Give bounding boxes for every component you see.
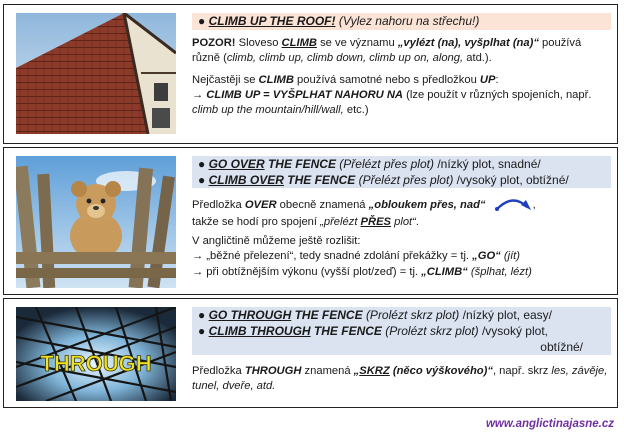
- curved-arrow-icon: [493, 195, 533, 215]
- bullet-icon: ●: [198, 157, 206, 171]
- paragraph-pozor: POZOR! Sloveso CLIMB se ve významu „vylézt (na), vyšplhat (na)“ používá různě (climb, climb up, climb down, climb up on, along, atd.).: [192, 37, 582, 65]
- through-illustration: [16, 307, 176, 401]
- heading-climb-through: ● CLIMB THROUGH THE FENCE (Prolézt skrz plot) /vysoký plot, obtížné/: [192, 323, 611, 355]
- heading-phrase: CLIMB UP THE ROOF!: [208, 14, 336, 28]
- bullet-icon: ●: [198, 14, 206, 28]
- line-climb: → při obtížnějším výkonu (vyšší plot/zeď) = tj. „CLIMB“ (šplhat, lézt): [192, 265, 532, 278]
- section-through-the-fence: [3, 298, 618, 408]
- keyword-climb: „CLIMB“: [421, 265, 468, 278]
- paragraph-distinguish: V angličtině můžeme ještě rozlišit:: [192, 235, 361, 248]
- paragraph-over-meaning: Předložka OVER obecně znamená „obloukem přes, nad“ ,: [192, 195, 611, 215]
- keyword-climb: CLIMB: [281, 37, 317, 50]
- paragraph-most-often: Nejčastěji se CLIMB používá samotné nebo s předložkou UP:: [192, 73, 499, 86]
- pozor-label: POZOR!: [192, 37, 236, 50]
- section1-heading: [192, 13, 611, 30]
- arrow-right-icon: →: [192, 88, 204, 101]
- phrase-climb-over: CLIMB OVER: [208, 173, 284, 187]
- paragraph-through-meaning: Předložka THROUGH znamená „SKRZ (něco výškového)“, např. skrz les, závěje, tunel, dveře, atd.: [192, 365, 608, 393]
- section-climb-up: [3, 4, 618, 144]
- phrase-go-over: GO OVER: [208, 157, 265, 171]
- rule-climb-up: CLIMB UP = VYŠPLHAT NAHORU NA: [206, 88, 404, 101]
- section2-text: [192, 156, 611, 280]
- line-go: → „běžné přelezení“, tedy snadné zdolání překážky = tj. „GO“ (jít): [192, 250, 521, 263]
- heading-go-through: ● GO THROUGH THE FENCE (Prolézt skrz plot) /nízký plot, easy/: [192, 307, 611, 323]
- phrase-climb-through: CLIMB THROUGH: [208, 324, 311, 338]
- teddy-illustration: [16, 156, 176, 288]
- through-image: [16, 307, 176, 401]
- teddy-fence-image: [16, 156, 176, 288]
- section3-text: [192, 307, 611, 394]
- keyword-over: OVER: [244, 198, 277, 211]
- meaning-over: „obloukem přes, nad“: [368, 198, 486, 211]
- roof-image: [16, 13, 176, 134]
- roof-illustration: [16, 13, 176, 134]
- website-link[interactable]: www.anglictinajasne.cz: [485, 418, 614, 430]
- examples: climb up the mountain/hill/wall,: [192, 104, 344, 117]
- through-image-word: THROUGH: [40, 351, 152, 376]
- keyword-go: „GO“: [472, 250, 501, 263]
- heading-climb-over: ● CLIMB OVER THE FENCE (Přelézt přes plot) /vysoký plot, obtížné/: [192, 172, 611, 188]
- bullet-icon: ●: [198, 324, 206, 338]
- paragraph-rule: → CLIMB UP = VYŠPLHAT NAHORU NA (lze použít v různých spojeních, např. climb up the mountain/hill/wall, etc.): [192, 88, 592, 117]
- keyword-skrz: SKRZ: [359, 365, 390, 377]
- keyword-up: UP: [479, 73, 496, 86]
- bullet-icon: ●: [198, 308, 206, 322]
- arrow-right-icon: →: [192, 250, 204, 263]
- arrow-right-icon: →: [192, 265, 204, 278]
- heading-go-over: ● GO OVER THE FENCE (Přelézt přes plot) /nízký plot, snadné/: [192, 156, 611, 172]
- examples: les, závěje, tunel, dveře, atd.: [192, 365, 608, 393]
- keyword-pres: PŘES: [360, 216, 392, 228]
- meaning-phrase: „vylézt (na), vyšplhat (na)“: [397, 37, 539, 50]
- phrase-go-through: GO THROUGH: [208, 308, 292, 322]
- bullet-icon: ●: [198, 173, 206, 187]
- section1-text: [192, 13, 611, 118]
- paragraph-over-usage: takže se hodí pro spojení „přelézt PŘES plot“.: [192, 216, 419, 228]
- variants-list: climb, climb up, climb down, climb up on, along,: [226, 52, 464, 65]
- keyword-through: THROUGH: [244, 365, 302, 377]
- section-over-the-fence: [3, 147, 618, 295]
- heading-translation: (Vylez nahoru na střechu!): [338, 14, 480, 28]
